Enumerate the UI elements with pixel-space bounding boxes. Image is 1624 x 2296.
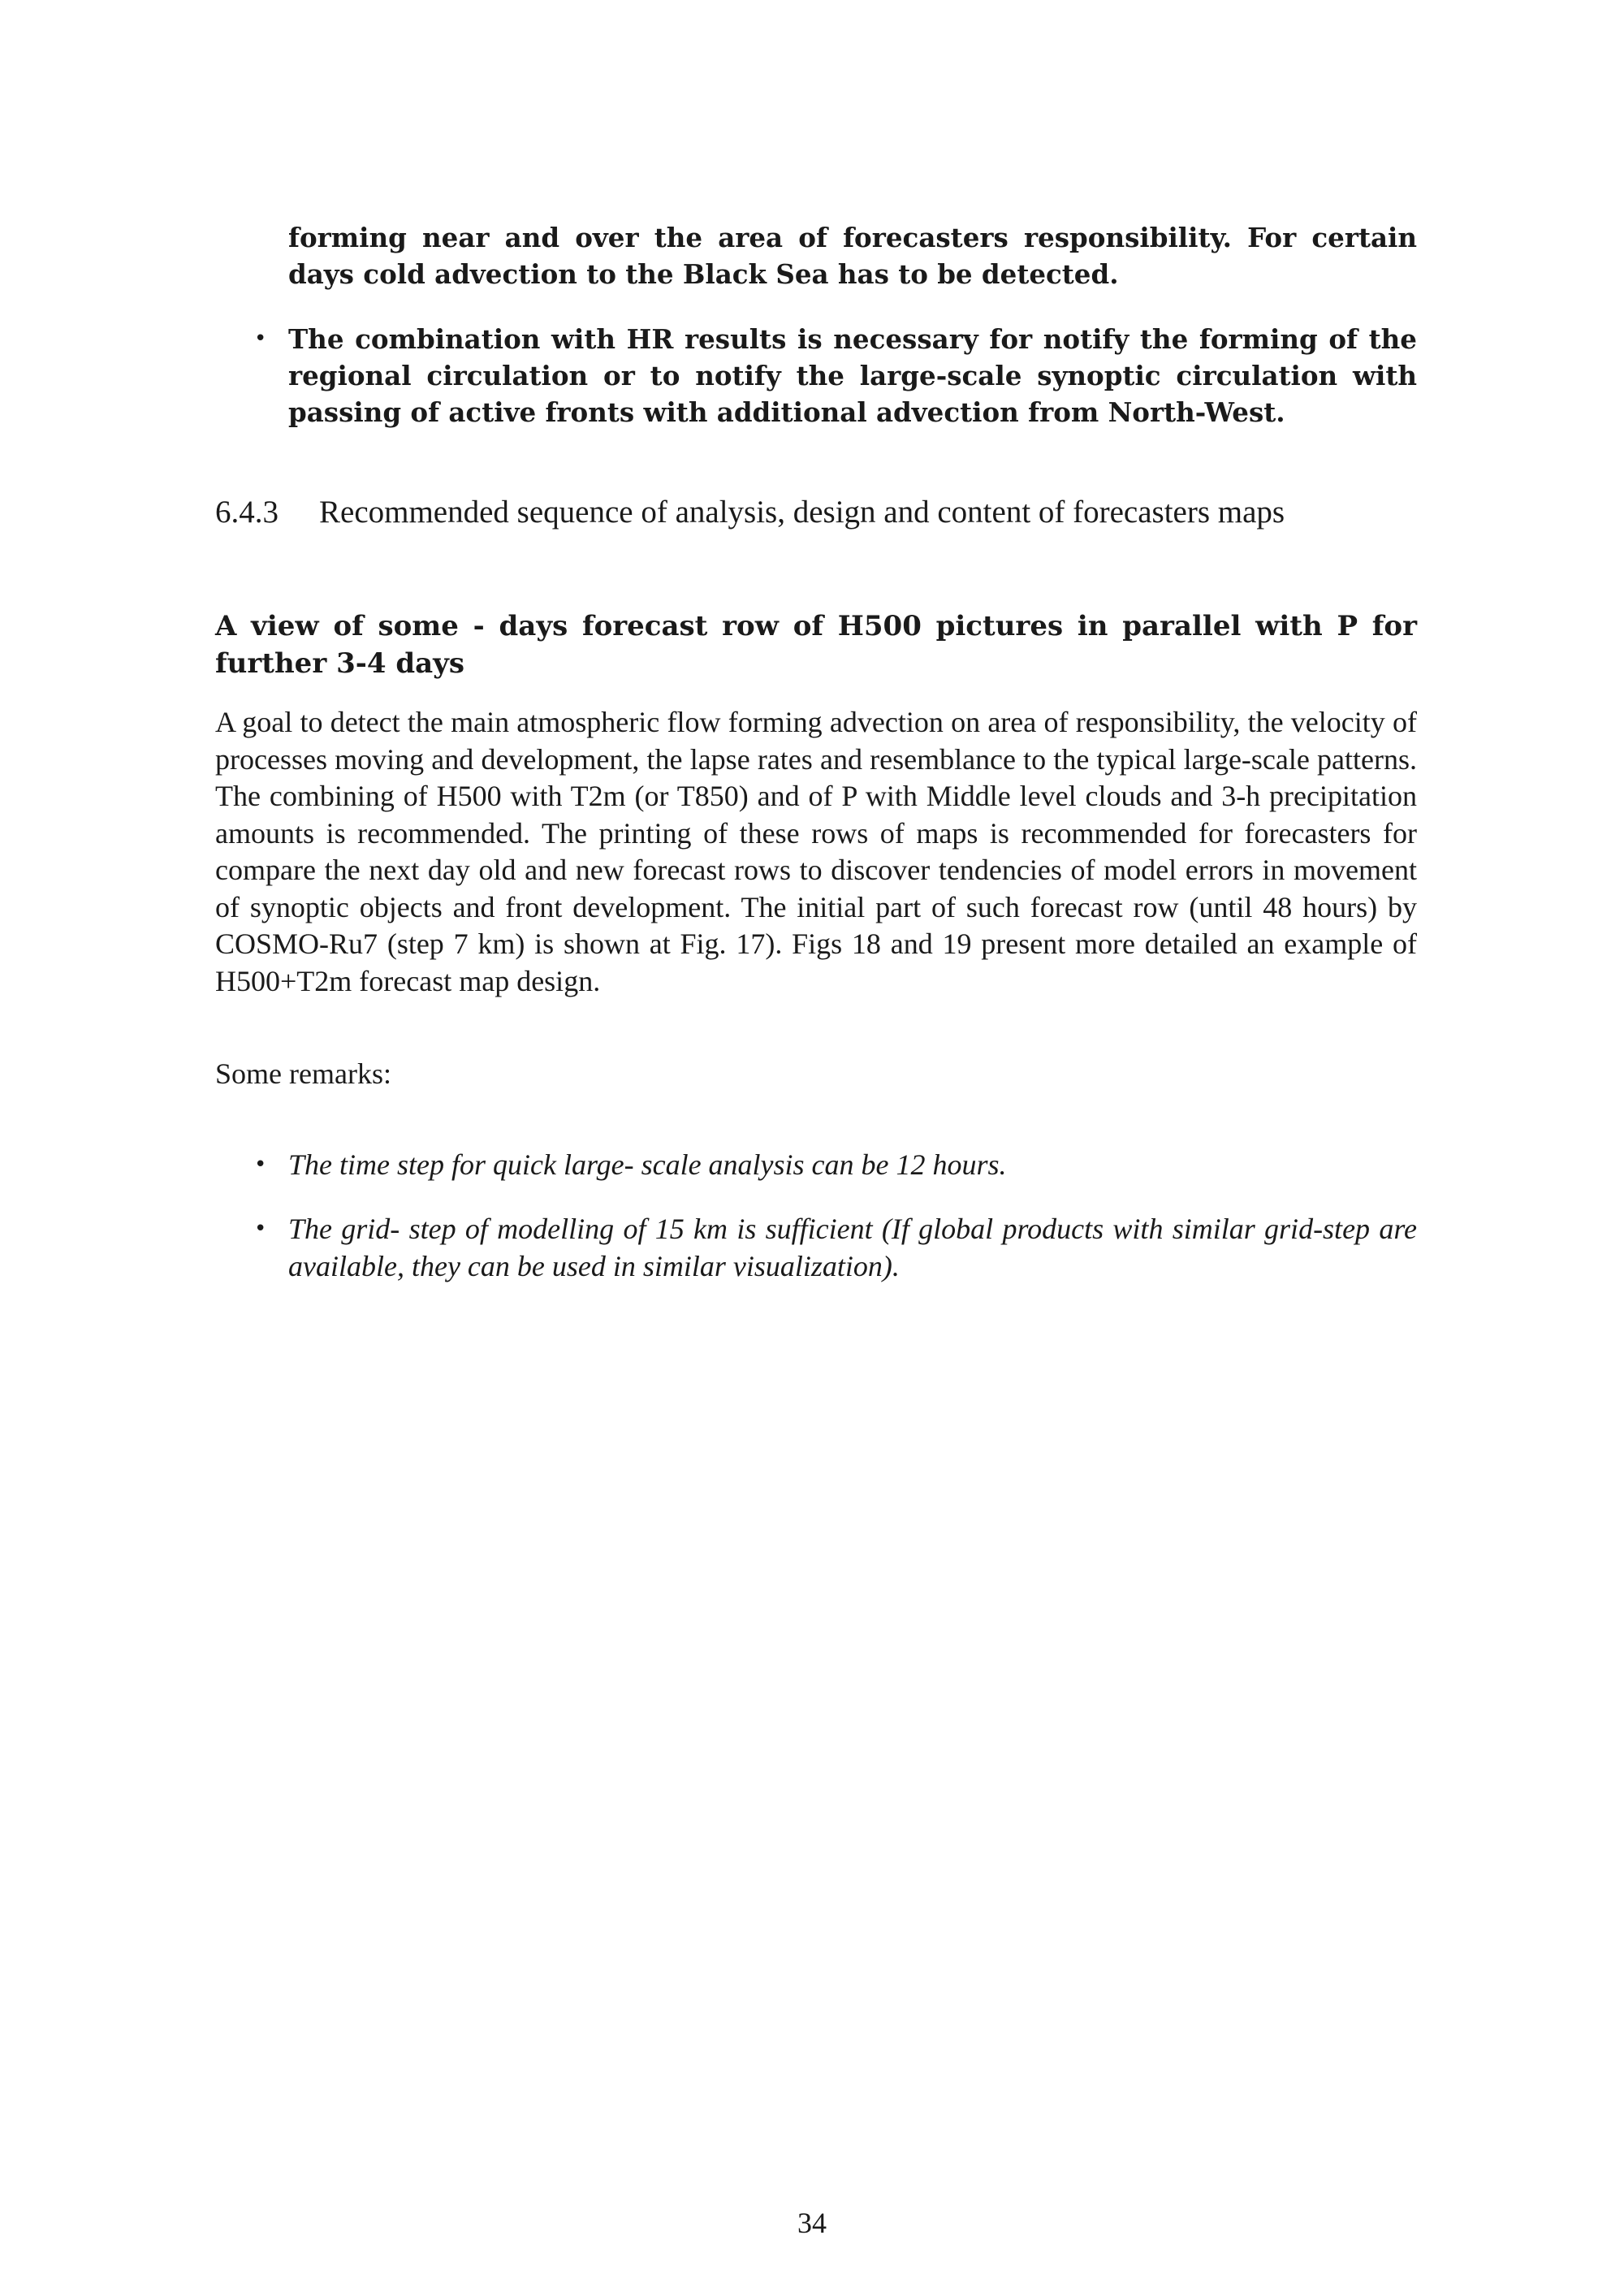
main-paragraph-text: A goal to detect the main atmospheric flow forming advection on area of responsibility, the velocity of processes moving and development, the lapse rates and resemblance to the typical large-scale patterns. The combining of H500 with T2m (or T850) and of P with Middle level clouds and 3-h precipitation amounts is recommended. The printing of these rows of maps is recommended for forecasters for compare the next day old and new forecast rows to discover tendencies of model errors in movement of synoptic objects and front development. The initial part of such forecast row (until 48 hours) by COSMO-Ru7 (step 7 km) is shown at Fig. 17). Figs 18 and 19 present more detailed an example of H500+T2m forecast map design. [215,706,1417,997]
section-number: 6.4.3 [215,495,279,530]
list-item-text: The grid- step of modelling of 15 km is sufficient (If global products with similar grid-step are available, they can be used in similar visualization). [288,1213,1417,1282]
section-heading [215,494,1417,530]
list-item [254,321,1417,430]
remarks-label [215,1056,1417,1093]
page-number: 34 [797,2207,827,2239]
list-item-text: The time step for quick large- scale analysis can be 12 hours. [288,1148,1007,1181]
list-item [254,1211,1417,1285]
section-title: Recommended sequence of analysis, design and content of forecasters maps [319,495,1285,530]
bullet-icon: • [254,1152,267,1177]
list-item [254,1147,1417,1184]
bullet-continuation [288,219,1417,292]
remarks-label-text: Some remarks: [215,1057,391,1090]
paragraph-heading: A view of some - days forecast row of H500 pictures in parallel with P for further 3-4 days [215,610,1417,680]
bullet-icon: • [254,326,267,351]
continuation-text: forming near and over the area of forecasters responsibility. For certain days cold advection to the Black Sea has to be detected. [288,222,1417,290]
list-item-text: The combination with HR results is necessary for notify the forming of the regional circulation or to notify the large-scale synoptic circulation with passing of active fronts with additional advection from North-West. [288,323,1417,428]
main-paragraph [215,704,1417,1000]
bullet-icon: • [254,1217,267,1241]
